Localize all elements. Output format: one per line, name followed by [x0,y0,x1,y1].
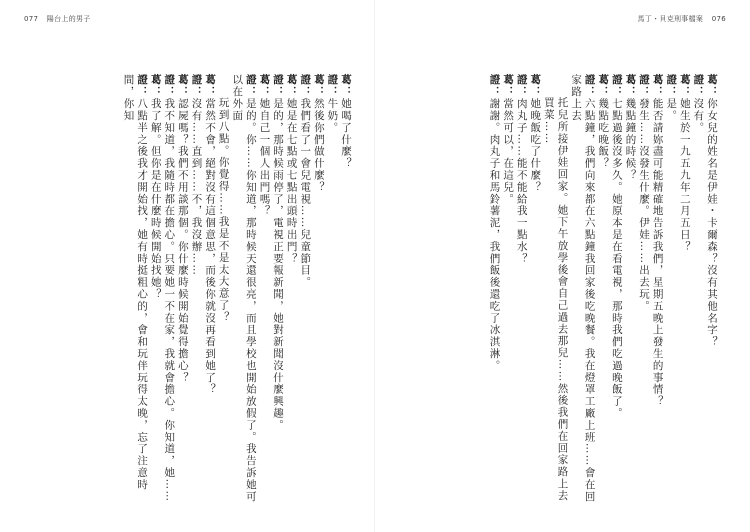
dialogue-text: 幾點鐘的時候？ [624,97,637,182]
dialogue-line [487,74,501,510]
dialogue-text: 幾點吃晚飯？ [597,97,610,170]
speaker-label: 證： [638,74,651,98]
dialogue-text: 發生……沒發生什麼。伊娃……出去玩。 [638,97,651,313]
dialogue-text: 她生於一九五九年二月五日？ [678,97,691,253]
speaker-label: 葛： [624,74,637,98]
dialogue-line [230,74,257,510]
speaker-label: 證： [190,74,203,98]
dialogue-text: 謝謝。肉丸子和馬鈴薯泥，我們飯後還吃了冰淇淋。 [488,97,501,372]
speaker-label: 葛： [258,74,271,98]
dialogue-line [691,74,705,510]
speaker-label: 證： [326,74,339,98]
dialogue-text: 她是在七點或七點出頭時出門？ [285,97,298,265]
dialogue-line [541,74,568,510]
dialogue-text: 然後你們做什麼？ [312,97,325,194]
dialogue-text: 七點過後沒多久。她原本是在看電視，那時我們吃過晚飯了。 [610,97,623,420]
right-page-body [436,74,718,510]
speaker-label: 葛： [678,74,691,98]
speaker-label: 證： [583,74,596,98]
speaker-label: 葛： [502,74,515,98]
speaker-label: 葛： [176,74,189,98]
dialogue-line [609,74,623,510]
speaker-label: 證： [272,74,285,98]
dialogue-line [325,74,339,510]
dialogue-line [650,74,664,510]
left-page-number: 077 [24,15,39,23]
dialogue-line [175,74,189,510]
speaker-label: 葛： [706,74,718,98]
speaker-label: 葛： [312,74,325,98]
dialogue-text: 我了解。但你是在什麼時候開始找她？ [149,97,162,301]
speaker-label: 葛： [597,74,610,98]
dialogue-line [704,74,718,510]
dialogue-line [202,74,216,510]
dialogue-text: 肉丸子……能不能給我一點水？ [515,97,528,265]
dialogue-text: 牛奶。 [326,97,339,134]
dialogue-line [284,74,298,510]
left-running-title: 陽台上的男子 [46,15,91,23]
dialogue-line [677,74,691,510]
dialogue-text: 托兒所接伊娃回家。她下午放學後會自己過去那兒……然後我們在回家路上去買菜…… [542,97,569,502]
speaker-label: 證： [163,74,176,98]
speaker-label: 葛： [340,74,352,98]
dialogue-text: 六點鐘，我們向來都在六點鐘我回家後吃晚餐。我在燈罩工廠上班……會在回家路上去 [570,74,596,503]
dialogue-text: 我不知道，我隨時都在擔心。只要她一不在家，我就會擔心。你知道，她…… [163,97,176,503]
dialogue-line [623,74,637,510]
speaker-label: 證： [610,74,623,98]
dialogue-line [596,74,610,510]
dialogue-line [311,74,325,510]
dialogue-line [501,74,515,510]
dialogue-line [148,74,162,510]
speaker-label: 證： [488,74,501,98]
dialogue-text: 她喝了什麼？ [340,97,352,170]
speaker-label: 葛： [651,74,664,98]
speaker-label: 證： [665,74,678,98]
speaker-label: 證： [515,74,528,98]
right-page-header [638,14,727,24]
dialogue-line [636,74,650,510]
speaker-label: 證： [299,74,312,98]
dialogue-text: 她晚飯吃了什麼？ [529,97,542,194]
dialogue-text: 八點半之後我才開始找，她有時挺粗心的，會和玩伴玩得太晚，忘了注意時間，你知 [122,74,149,491]
dialogue-line [257,74,271,510]
speaker-label: 葛： [529,74,542,98]
left-page-body [24,74,352,510]
dialogue-text: 沒有……直到……不，我沒辦…… [190,97,203,277]
dialogue-line [568,74,595,510]
dialogue-line [189,74,203,510]
dialogue-text: 能否請妳盡可能精確地告訴我們，星期五晚上發生的事情？ [651,97,664,408]
dialogue-text: 沒有。 [692,97,705,134]
dialogue-text: 是。 [665,97,678,122]
dialogue-text: 你女兒的姓名是伊娃・卡爾森？沒有其他名字？ [706,97,718,348]
left-page-header [24,14,91,24]
speaker-label: 證： [136,74,149,98]
dialogue-line [270,74,284,510]
speaker-label: 證： [244,74,257,98]
right-page-number: 076 [711,15,726,23]
dialogue-text: 是的，那時候雨停了，電視正要報新聞，她對新聞沒什麼興趣。 [272,97,285,432]
dialogue-line [528,74,542,510]
dialogue-text: 是的。你……你知道，那時候天還很亮，而且學校也開始放假了。我告訴她可以在外面 [231,74,257,503]
speaker-label: 葛： [204,74,217,98]
dialogue-line [514,74,528,510]
right-running-title: 馬丁・貝克刑事檔案 [637,15,704,23]
dialogue-line [121,74,148,510]
dialogue-line [162,74,176,510]
dialogue-text: 當然可以，在這兒。 [502,97,515,205]
dialogue-line [664,74,678,510]
dialogue-line [216,74,230,510]
dialogue-text: 玩到八點。你覺得……我是不是太大意了？ [217,97,230,324]
speaker-label: 葛： [285,74,298,98]
speaker-label: 葛： [149,74,162,98]
speaker-label: 證： [692,74,705,98]
dialogue-text: 我們看了一會兒電視……兒童節目。 [299,97,312,289]
dialogue-text: 認屍嗎？我們不用談那個。你什麼時候開始覺得擔心？ [176,97,189,384]
dialogue-line [338,74,352,510]
dialogue-text: 她自己一個人出門嗎？ [258,97,271,217]
dialogue-line [298,74,312,510]
dialogue-text: 當然不會，絕對沒有這個意思，而後你就沒再看到她了？ [204,97,217,396]
